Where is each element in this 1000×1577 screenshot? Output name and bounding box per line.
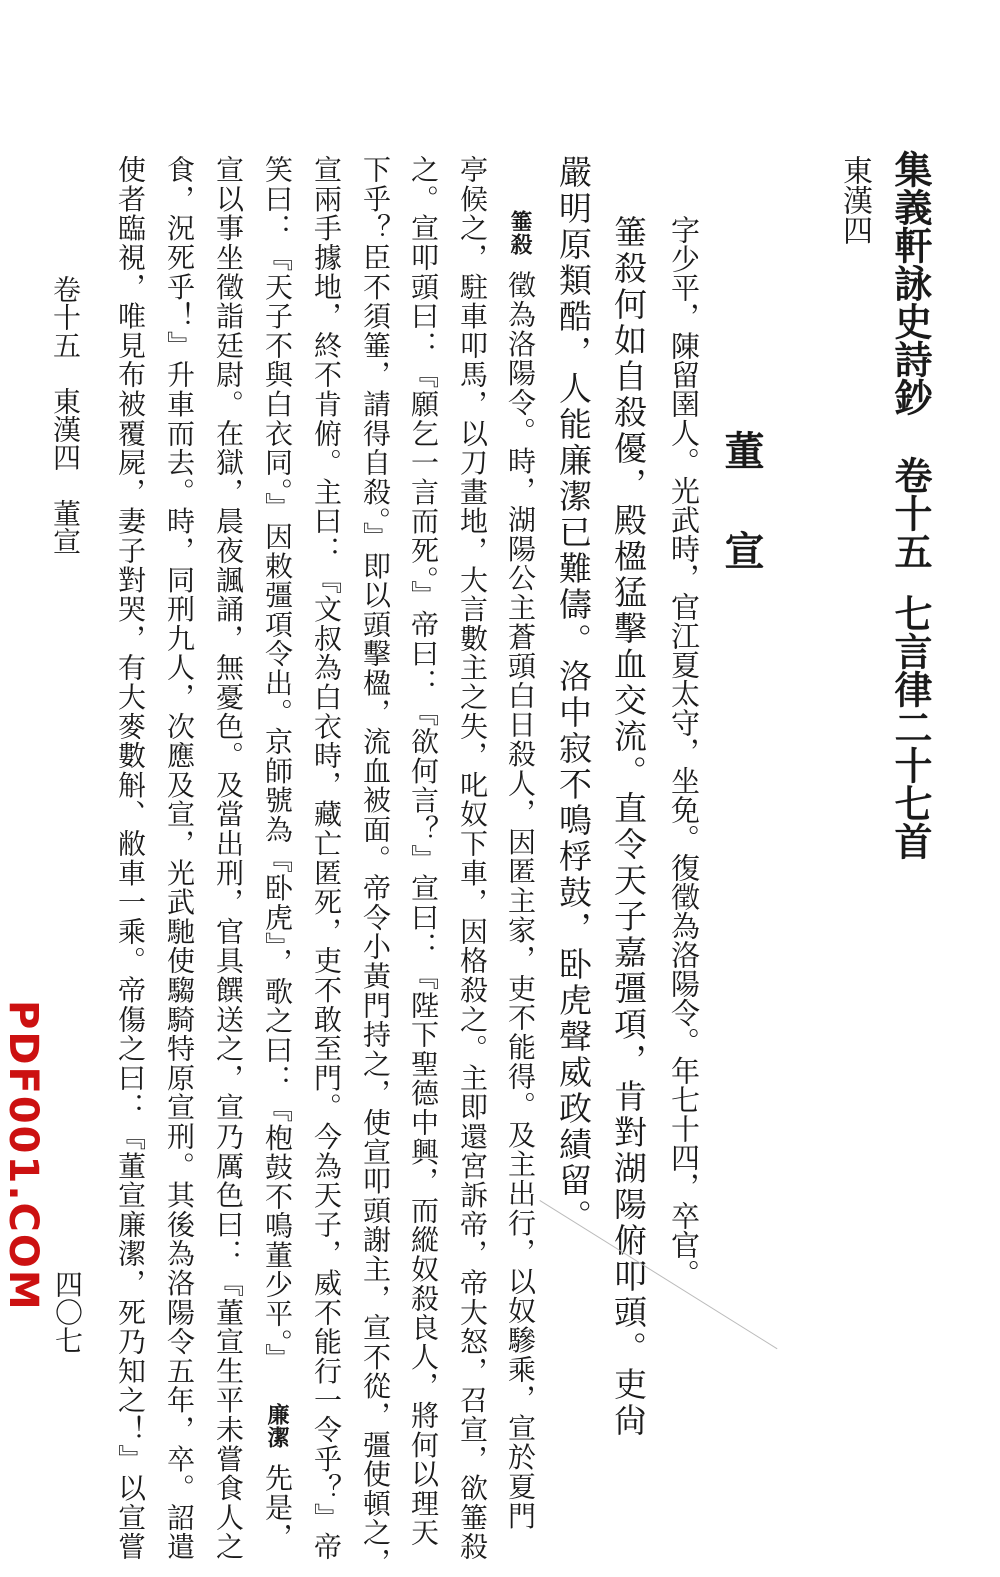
poem-subtitle-note: 字少平，陳留圉人。光武時，官江夏太守，坐免。復徵為洛陽令。年七十四，卒官。 bbox=[667, 215, 701, 1288]
watermark: PDF001.COM bbox=[0, 1000, 46, 1312]
commentary-column-1 bbox=[505, 210, 535, 1531]
running-head: 卷十五 東漢四 董宣 bbox=[49, 275, 82, 555]
commentary-text: 先是， bbox=[261, 1463, 294, 1552]
commentary-column-2: 亭候之，駐車叩馬，以刀畫地，大言數主之失，叱奴下車，因格殺之。主即還宮訴帝，帝大怒，召宣，欲箠殺 bbox=[456, 155, 489, 1562]
commentary-column-3: 之。宣叩頭曰：『願乞一言而死。』帝曰：『欲何言？』宣曰：『陛下聖德中興，而縱奴殺良人，將何以理天 bbox=[407, 155, 440, 1548]
commentary-column-5: 宣兩手據地，終不肯俯。主曰：『文叔為白衣時，藏亡匿死，吏不敢至門。今為天子，威不能行一令乎？』帝 bbox=[310, 155, 343, 1562]
poem-line-1: 箠殺何如自殺優，殿楹猛擊血交流。直令天子嘉彊項，肯對湖陽俯叩頭。吏尙 bbox=[609, 215, 648, 1439]
commentary-tag: 廉潔 bbox=[264, 1402, 290, 1450]
commentary-column-9: 使者臨視，唯見布被覆屍，妻子對哭，有大麥數斛、敝車一乘。帝傷之曰：『董宣廉潔，死乃知之！』以宣嘗 bbox=[114, 155, 147, 1562]
book-title-text: 集義軒詠史詩鈔 bbox=[888, 150, 933, 416]
commentary-column-8: 食，況死乎！』升車而去。時，同刑九人，次應及宣，光武馳使騶騎特原宣刑。其後為洛陽令五年，卒。詔遣 bbox=[163, 155, 196, 1562]
commentary-column-6 bbox=[262, 155, 292, 1551]
commentary-tag: 箠殺 bbox=[507, 210, 533, 257]
era-label: 東漢四 bbox=[837, 155, 872, 245]
section-label: 七言律二十七首 bbox=[888, 594, 933, 860]
commentary-column-4: 下乎？臣不須箠，請得自殺。』即以頭擊楹，流血被面。帝令小黃門持之，使宣叩頭謝主，宣不從，彊使頓之， bbox=[359, 155, 392, 1577]
commentary-column-7: 宣以事坐徵詣廷尉。在獄，晨夜諷誦，無憂色。及當出刑，官具饌送之，宣乃厲色曰：『董宣生平未嘗食人之 bbox=[212, 155, 245, 1562]
book-title bbox=[888, 150, 933, 860]
page-number: 四〇七 bbox=[51, 1270, 84, 1354]
commentary-text: 徵為洛陽令。時，湖陽公主蒼頭白日殺人，因匿主家，吏不能得。及主出行，以奴驂乘，宣於夏門 bbox=[504, 270, 537, 1531]
poem-title: 董宣 bbox=[718, 430, 765, 630]
paper-crease bbox=[539, 1200, 777, 1349]
commentary-text: 笑曰：『天子不與白衣同。』因敕彊項令出。京師號為『卧虎』，歌之曰：『枹鼓不鳴董少平。』 bbox=[261, 155, 294, 1373]
volume-label: 卷十五 bbox=[888, 456, 933, 570]
poem-line-2: 嚴明原類酷，人能廉潔已難儔。洛中寂不鳴桴鼓，卧虎聲威政績留。 bbox=[554, 155, 593, 1235]
